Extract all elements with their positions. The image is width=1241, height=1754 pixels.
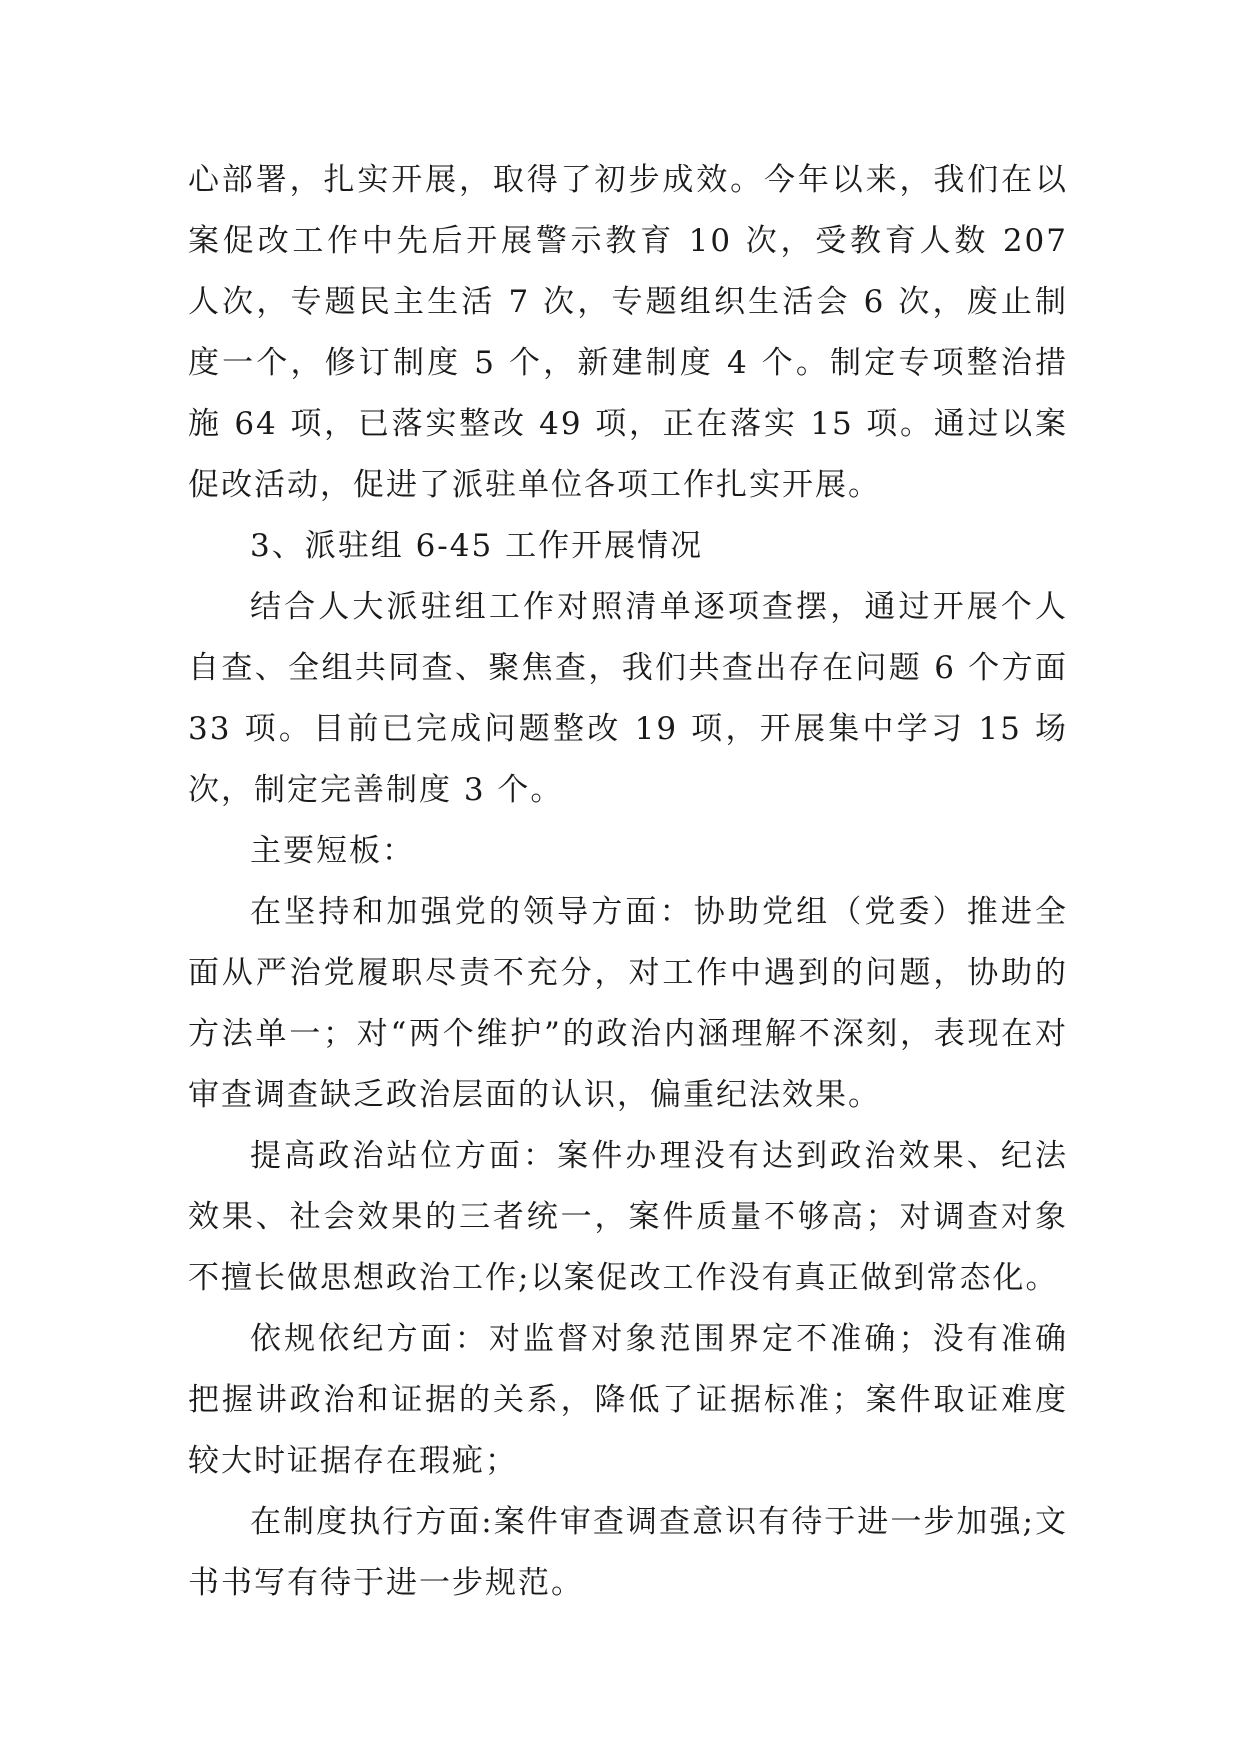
- paragraph-shortcomings-heading: 主要短板：: [250, 833, 415, 869]
- paragraph-self-inspection: 结合人大派驻组工作对照清单逐项查摆，通过开展个人自查、全组共同查、聚焦查，我们共查出存在问题 6 个方面 33 项。目前已完成问题整改 19 项，开展集中学习 15 场次，制定完善制度 3 个。: [188, 589, 1068, 808]
- paragraph-rules-discipline: 依规依纪方面：对监督对象范围界定不准确；没有准确把握讲政治和证据的关系，降低了证据标准；案件取证难度较大时证据存在瑕疵；: [188, 1321, 1068, 1479]
- paragraph-system-execution: 在制度执行方面:案件审查调查意识有待于进一步加强;文书书写有待于进一步规范。: [188, 1504, 1068, 1601]
- section-heading: 3、派驻组 6-45 工作开展情况: [250, 528, 704, 564]
- paragraph-political-stance: 提高政治站位方面：案件办理没有达到政治效果、纪法效果、社会效果的三者统一，案件质量不够高；对调查对象不擅长做思想政治工作;以案促改工作没有真正做到常态化。: [188, 1138, 1068, 1296]
- paragraph-party-leadership: 在坚持和加强党的领导方面：协助党组（党委）推进全面从严治党履职尽责不充分，对工作中遇到的问题，协助的方法单一；对“两个维护”的政治内涵理解不深刻，表现在对审查调查缺乏政治层面的认识，偏重纪法效果。: [188, 894, 1068, 1113]
- document-body: [188, 150, 1068, 1614]
- paragraph-campaign-results: 心部署，扎实开展，取得了初步成效。今年以来，我们在以案促改工作中先后开展警示教育 10 次，受教育人数 207 人次，专题民主生活 7 次，专题组织生活会 6 次，废止制度一个，修订制度 5 个，新建制度 4 个。制定专项整治措施 64 项，已落实整改 49 项，正在落实 15 项。通过以案促改活动，促进了派驻单位各项工作扎实开展。: [188, 162, 1068, 503]
